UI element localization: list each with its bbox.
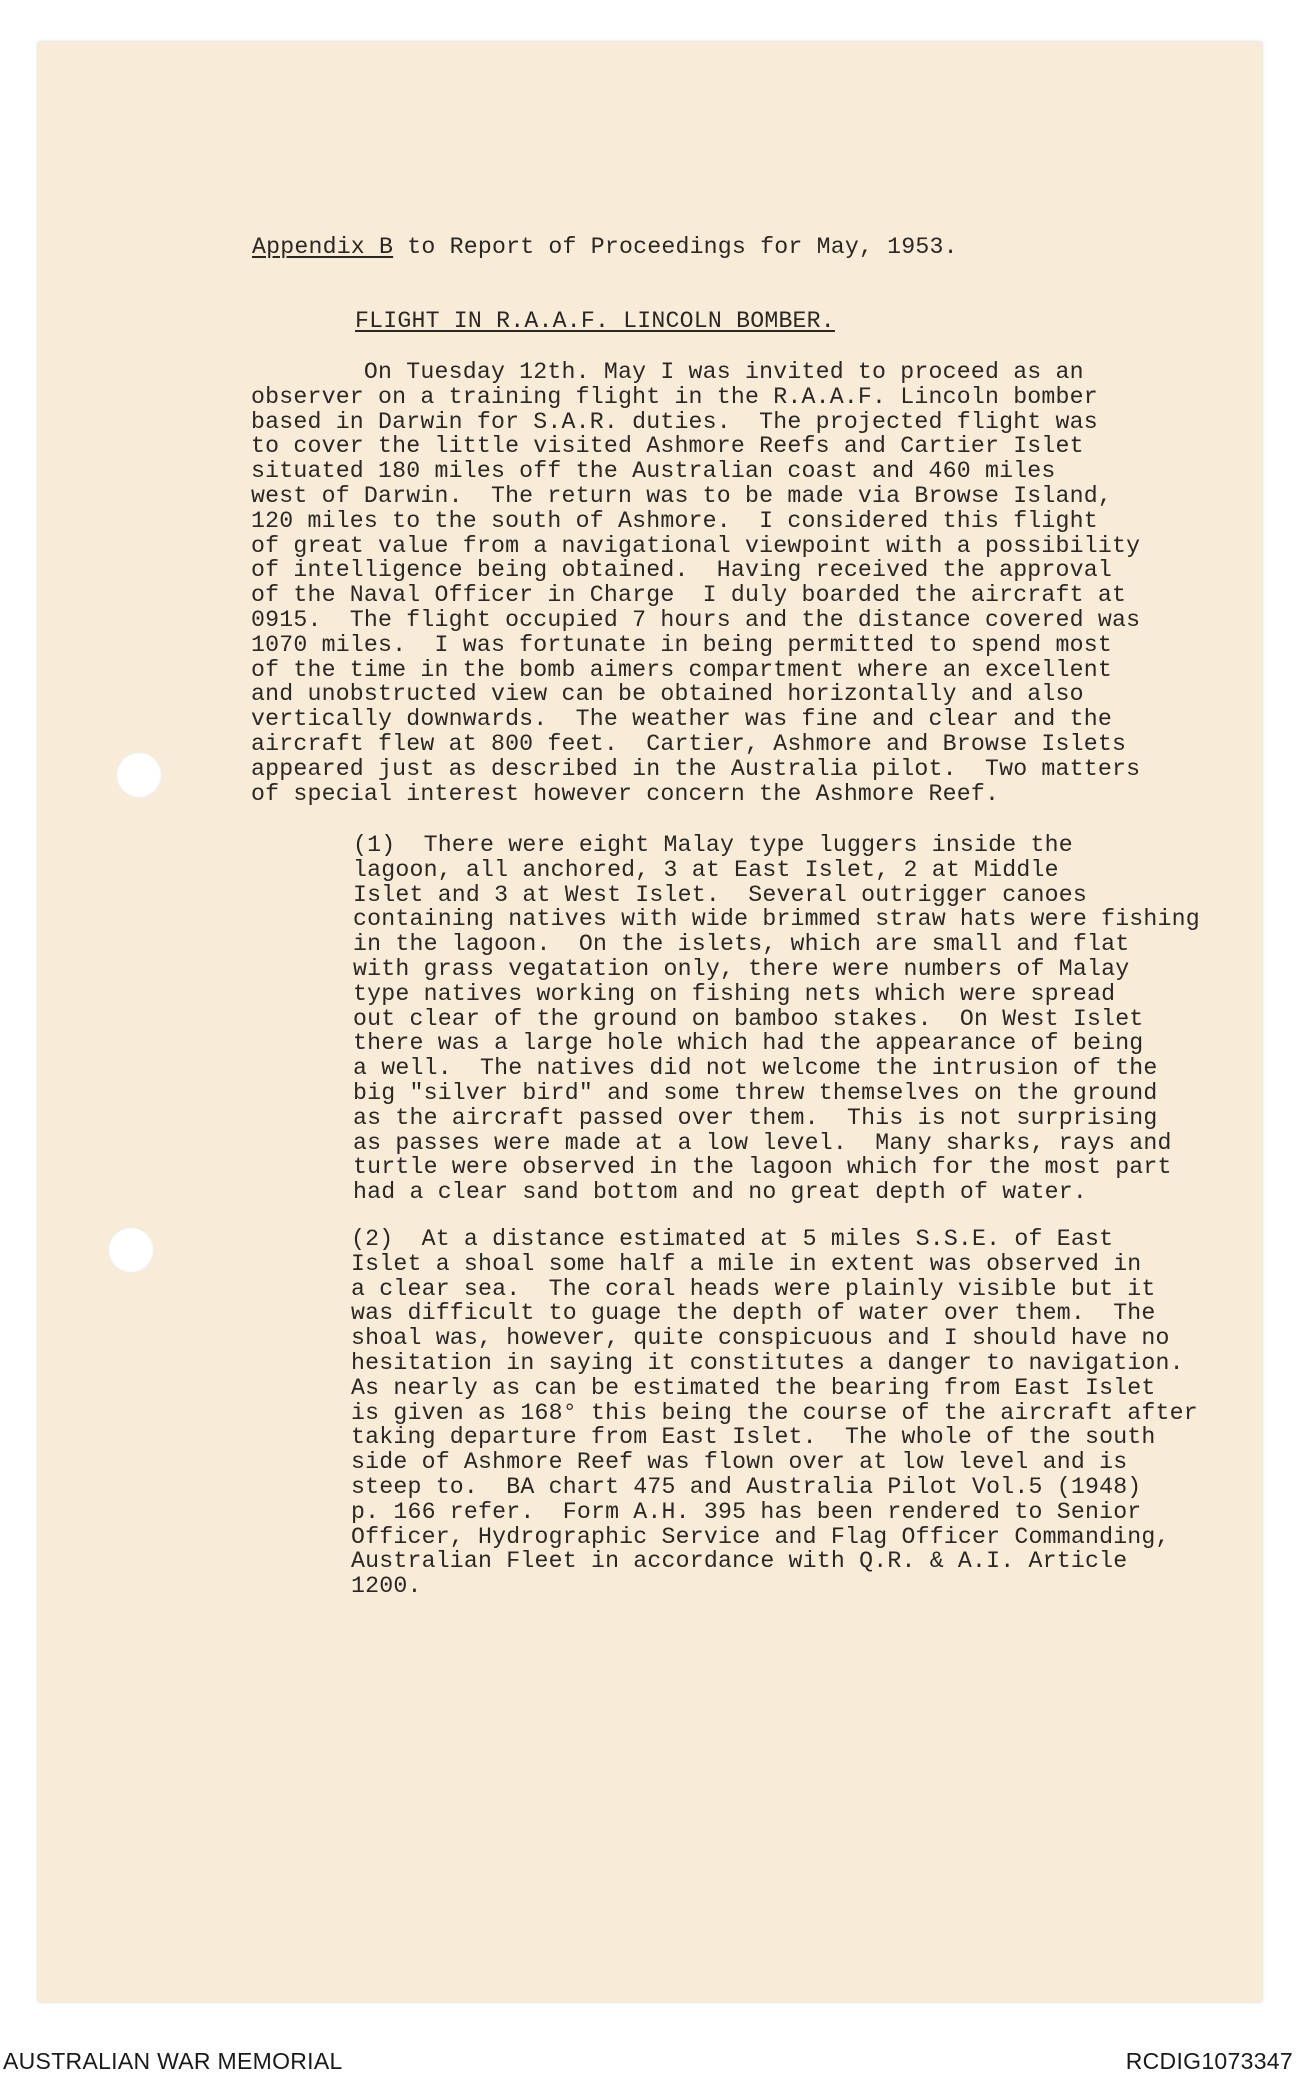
appendix-heading: [252, 232, 958, 262]
punch-hole: [116, 752, 162, 798]
numbered-paragraph-2: (2) At a distance estimated at 5 miles S.S.E. of East Islet a shoal some half a mile in extent was observed in a clear sea. The coral heads were plainly visible but it was difficult to guage the depth of water over them. The shoal was, however, quite conspicuous and I should have no hesitation in saying it constitutes a danger to navigation. As nearly as can be estimated the bearing from East Islet is given as 168° this being the course of the aircraft after taking departure from East Islet. The whole of the south side of Ashmore Reef was flown over at low level and is steep to. BA chart 475 and Australia Pilot Vol.5 (1948) p. 166 refer. Form A.H. 395 has been rendered to Senior Officer, Hydrographic Service and Flag Officer Commanding, Australian Fleet in accordance with Q.R. & A.I. Article 1200.: [351, 1226, 1198, 1600]
appendix-heading-rest: to Report of Proceedings for May, 1953.: [393, 234, 958, 260]
footer-record-id: RCDIG1073347: [1125, 2048, 1293, 2074]
document-page: [38, 42, 1262, 2002]
numbered-paragraph-1: (1) There were eight Malay type luggers inside the lagoon, all anchored, 3 at East Islet, 2 at Middle Islet and 3 at West Islet. Several outrigger canoes containing natives with wide brimmed straw hats were fishing in the lagoon. On the islets, which are small and flat with grass vegatation only, there were numbers of Malay type natives working on fishing nets which were spread out clear of the ground on bamboo stakes. On West Islet there was a large hole which had the appearance of being a well. The natives did not welcome the intrusion of the big "silver bird" and some threw themselves on the ground as the aircraft passed over them. This is not surprising as passes were made at a low level. Many sharks, rays and turtle were observed in the lagoon which for the most part had a clear sand bottom and no great depth of water.: [353, 832, 1200, 1206]
appendix-label: Appendix B: [252, 234, 394, 260]
main-paragraph: On Tuesday 12th. May I was invited to proceed as an observer on a training flight in the R.A.A.F. Lincoln bomber based in Darwin for S.A.R. duties. The projected flight was to cover the little visited Ashmore Reefs and Cartier Islet situated 180 miles off the Australian coast and 460 miles west of Darwin. The return was to be made via Browse Island, 120 miles to the south of Ashmore. I considered this flight of great value from a navigational viewpoint with a possibility of intelligence being obtained. Having received the approval of the Naval Officer in Charge I duly boarded the aircraft at 0915. The flight occupied 7 hours and the distance covered was 1070 miles. I was fortunate in being permitted to spend most of the time in the bomb aimers compartment where an excellent and unobstructed view can be obtained horizontally and also vertically downwards. The weather was fine and clear and the aircraft flew at 800 feet. Cartier, Ashmore and Browse Islets appeared just as described in the Australia pilot. Two matters of special interest however concern the Ashmore Reef.: [251, 359, 1141, 807]
punch-hole: [108, 1227, 154, 1273]
document-title: FLIGHT IN R.A.A.F. LINCOLN BOMBER.: [355, 308, 835, 334]
footer-institution: AUSTRALIAN WAR MEMORIAL: [3, 2048, 343, 2074]
